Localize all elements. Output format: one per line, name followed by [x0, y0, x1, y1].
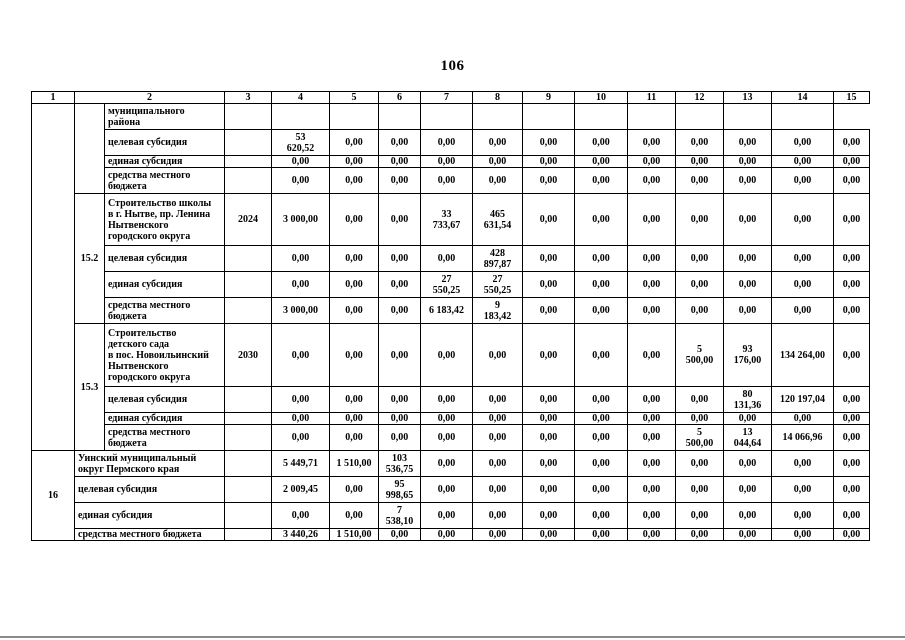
value-cell: 3 000,00 [272, 194, 330, 246]
value-cell: 3 440,26 [272, 529, 330, 541]
value-cell: 0,00 [330, 156, 379, 168]
value-cell: 0,00 [676, 246, 724, 272]
subrow-id-cell: 15.3 [75, 324, 105, 451]
value-cell: 0,00 [330, 298, 379, 324]
value-cell: 0,00 [473, 529, 523, 541]
value-cell: 0,00 [473, 387, 523, 413]
value-cell: 0,00 [421, 324, 473, 387]
value-cell: 0,00 [272, 503, 330, 529]
value-cell: 0,00 [330, 194, 379, 246]
value-cell: 0,00 [772, 413, 834, 425]
value-cell: 0,00 [676, 529, 724, 541]
value-cell: 0,00 [834, 168, 870, 194]
row-name-cell: Строительство детского сада в пос. Новоильинский Нытвенского городского округа [105, 324, 225, 387]
col-header-2: 2 [75, 92, 225, 104]
value-cell: 0,00 [575, 529, 628, 541]
row-name-cell: единая субсидия [105, 156, 225, 168]
value-cell: 0,00 [676, 194, 724, 246]
value-cell: 0,00 [628, 156, 676, 168]
value-cell: 0,00 [379, 168, 421, 194]
value-cell: 465 631,54 [473, 194, 523, 246]
value-cell: 0,00 [772, 451, 834, 477]
value-cell: 0,00 [724, 298, 772, 324]
table-row [32, 104, 870, 130]
value-cell [772, 104, 834, 130]
row-name-cell: целевая субсидия [105, 246, 225, 272]
value-cell [523, 104, 575, 130]
col-header-3: 3 [225, 92, 272, 104]
value-cell: 0,00 [772, 246, 834, 272]
value-cell: 0,00 [473, 413, 523, 425]
value-cell: 0,00 [676, 387, 724, 413]
value-cell: 0,00 [628, 130, 676, 156]
value-cell [575, 104, 628, 130]
value-cell: 0,00 [834, 387, 870, 413]
value-cell: 0,00 [523, 298, 575, 324]
value-cell: 0,00 [676, 168, 724, 194]
value-cell: 0,00 [523, 503, 575, 529]
value-cell: 0,00 [473, 425, 523, 451]
value-cell [473, 104, 523, 130]
value-cell: 0,00 [724, 451, 772, 477]
row-name-cell: целевая субсидия [75, 477, 225, 503]
value-cell: 0,00 [575, 246, 628, 272]
value-cell: 0,00 [473, 156, 523, 168]
row-name-cell: Строительство школы в г. Нытве, пр. Ленина Нытвенского городского округа [105, 194, 225, 246]
value-cell: 5 500,00 [676, 324, 724, 387]
value-cell: 0,00 [272, 324, 330, 387]
value-cell: 0,00 [272, 168, 330, 194]
value-cell: 7 538,10 [379, 503, 421, 529]
value-cell: 0,00 [676, 298, 724, 324]
budget-table [31, 91, 870, 541]
value-cell: 0,00 [628, 387, 676, 413]
value-cell: 0,00 [379, 130, 421, 156]
value-cell: 0,00 [575, 156, 628, 168]
value-cell: 0,00 [628, 503, 676, 529]
col-header-15: 15 [834, 92, 870, 104]
value-cell: 0,00 [834, 451, 870, 477]
col-header-5: 5 [330, 92, 379, 104]
value-cell: 0,00 [523, 156, 575, 168]
value-cell: 0,00 [575, 425, 628, 451]
value-cell: 0,00 [628, 324, 676, 387]
value-cell: 0,00 [473, 503, 523, 529]
table-row [32, 387, 870, 413]
row-name-cell: средства местного бюджета [75, 529, 225, 541]
value-cell: 0,00 [523, 324, 575, 387]
table-row [32, 168, 870, 194]
value-cell: 13 044,64 [724, 425, 772, 451]
col-header-8: 8 [473, 92, 523, 104]
value-cell: 0,00 [272, 246, 330, 272]
value-cell: 0,00 [379, 246, 421, 272]
value-cell: 0,00 [772, 130, 834, 156]
value-cell: 27 550,25 [473, 272, 523, 298]
value-cell: 0,00 [330, 425, 379, 451]
value-cell: 0,00 [834, 477, 870, 503]
year-cell [225, 298, 272, 324]
value-cell: 33 733,67 [421, 194, 473, 246]
col-header-9: 9 [523, 92, 575, 104]
value-cell: 0,00 [379, 529, 421, 541]
value-cell: 5 500,00 [676, 425, 724, 451]
row-name-cell: средства местного бюджета [105, 298, 225, 324]
value-cell: 0,00 [676, 130, 724, 156]
value-cell: 0,00 [272, 272, 330, 298]
year-cell [225, 477, 272, 503]
value-cell: 0,00 [575, 387, 628, 413]
value-cell: 0,00 [575, 451, 628, 477]
table-row [32, 324, 870, 387]
value-cell: 0,00 [834, 272, 870, 298]
value-cell [421, 104, 473, 130]
value-cell: 0,00 [421, 477, 473, 503]
value-cell: 0,00 [330, 324, 379, 387]
year-cell [225, 451, 272, 477]
value-cell: 0,00 [724, 477, 772, 503]
value-cell: 0,00 [523, 413, 575, 425]
table-row [32, 156, 870, 168]
row-name-cell: целевая субсидия [105, 387, 225, 413]
value-cell: 2 009,45 [272, 477, 330, 503]
value-cell: 0,00 [379, 298, 421, 324]
value-cell: 0,00 [834, 156, 870, 168]
value-cell: 134 264,00 [772, 324, 834, 387]
value-cell: 0,00 [772, 156, 834, 168]
value-cell: 0,00 [421, 529, 473, 541]
col-header-12: 12 [676, 92, 724, 104]
value-cell: 0,00 [523, 246, 575, 272]
value-cell: 0,00 [628, 413, 676, 425]
value-cell: 0,00 [724, 194, 772, 246]
value-cell: 0,00 [473, 451, 523, 477]
value-cell: 5 449,71 [272, 451, 330, 477]
value-cell: 1 510,00 [330, 451, 379, 477]
value-cell: 0,00 [330, 130, 379, 156]
value-cell [628, 104, 676, 130]
value-cell: 27 550,25 [421, 272, 473, 298]
year-cell [225, 272, 272, 298]
year-cell [225, 156, 272, 168]
table-row [32, 298, 870, 324]
value-cell: 0,00 [379, 387, 421, 413]
value-cell: 0,00 [772, 477, 834, 503]
table-row [32, 194, 870, 246]
value-cell: 53 620,52 [272, 130, 330, 156]
value-cell: 0,00 [421, 156, 473, 168]
value-cell: 103 536,75 [379, 451, 421, 477]
value-cell: 0,00 [523, 529, 575, 541]
value-cell: 0,00 [421, 425, 473, 451]
year-cell [225, 529, 272, 541]
value-cell: 0,00 [421, 387, 473, 413]
year-cell [225, 246, 272, 272]
value-cell: 9 183,42 [473, 298, 523, 324]
value-cell: 0,00 [473, 324, 523, 387]
value-cell: 0,00 [575, 298, 628, 324]
year-cell [225, 168, 272, 194]
value-cell: 0,00 [421, 503, 473, 529]
value-cell: 3 000,00 [272, 298, 330, 324]
year-cell [225, 503, 272, 529]
table-row [32, 413, 870, 425]
value-cell: 0,00 [421, 130, 473, 156]
value-cell: 0,00 [834, 130, 870, 156]
col-header-14: 14 [772, 92, 834, 104]
value-cell: 0,00 [523, 168, 575, 194]
value-cell: 0,00 [330, 477, 379, 503]
year-cell [225, 387, 272, 413]
value-cell: 0,00 [330, 168, 379, 194]
value-cell: 0,00 [724, 156, 772, 168]
row-name-cell: единая субсидия [105, 272, 225, 298]
value-cell: 0,00 [523, 387, 575, 413]
value-cell: 0,00 [628, 298, 676, 324]
col-header-4: 4 [272, 92, 330, 104]
table-row [32, 246, 870, 272]
value-cell: 0,00 [379, 413, 421, 425]
value-cell: 0,00 [676, 413, 724, 425]
value-cell: 120 197,04 [772, 387, 834, 413]
value-cell: 14 066,96 [772, 425, 834, 451]
value-cell: 0,00 [834, 425, 870, 451]
value-cell: 0,00 [724, 529, 772, 541]
value-cell: 0,00 [724, 272, 772, 298]
value-cell: 0,00 [379, 194, 421, 246]
subrow-id-cell: 15.2 [75, 194, 105, 324]
value-cell [724, 104, 772, 130]
value-cell: 0,00 [523, 130, 575, 156]
value-cell: 0,00 [330, 272, 379, 298]
value-cell: 0,00 [628, 194, 676, 246]
value-cell: 0,00 [676, 272, 724, 298]
value-cell: 0,00 [834, 503, 870, 529]
col-header-6: 6 [379, 92, 421, 104]
value-cell [676, 104, 724, 130]
value-cell: 0,00 [676, 477, 724, 503]
value-cell: 0,00 [628, 168, 676, 194]
value-cell: 0,00 [724, 413, 772, 425]
value-cell: 0,00 [834, 324, 870, 387]
table-row [32, 425, 870, 451]
table-row [32, 451, 870, 477]
col-header-10: 10 [575, 92, 628, 104]
value-cell: 428 897,87 [473, 246, 523, 272]
row-id-cell: 16 [32, 451, 75, 541]
subrow-id-cell [75, 104, 105, 194]
year-cell [225, 413, 272, 425]
value-cell: 0,00 [772, 168, 834, 194]
value-cell: 0,00 [628, 529, 676, 541]
value-cell: 0,00 [575, 168, 628, 194]
value-cell: 0,00 [575, 324, 628, 387]
table-row [32, 477, 870, 503]
value-cell: 1 510,00 [330, 529, 379, 541]
value-cell: 0,00 [575, 477, 628, 503]
value-cell: 0,00 [834, 298, 870, 324]
value-cell: 0,00 [523, 451, 575, 477]
value-cell: 0,00 [628, 477, 676, 503]
value-cell: 0,00 [473, 477, 523, 503]
value-cell: 0,00 [772, 503, 834, 529]
value-cell: 0,00 [724, 246, 772, 272]
value-cell: 0,00 [379, 425, 421, 451]
value-cell [330, 104, 379, 130]
year-cell [225, 425, 272, 451]
value-cell: 0,00 [676, 156, 724, 168]
value-cell: 93 176,00 [724, 324, 772, 387]
col-header-1: 1 [32, 92, 75, 104]
value-cell: 0,00 [473, 130, 523, 156]
bottom-rule [0, 636, 905, 638]
row-name-cell: единая субсидия [105, 413, 225, 425]
year-cell: 2030 [225, 324, 272, 387]
value-cell: 0,00 [330, 246, 379, 272]
table-row [32, 272, 870, 298]
value-cell: 0,00 [628, 272, 676, 298]
value-cell: 0,00 [834, 413, 870, 425]
value-cell: 80 131,36 [724, 387, 772, 413]
value-cell: 0,00 [772, 298, 834, 324]
value-cell: 0,00 [676, 451, 724, 477]
value-cell: 0,00 [272, 387, 330, 413]
value-cell: 0,00 [272, 413, 330, 425]
value-cell: 0,00 [421, 413, 473, 425]
value-cell: 0,00 [834, 246, 870, 272]
row-name-cell: средства местного бюджета [105, 425, 225, 451]
value-cell [379, 104, 421, 130]
value-cell: 0,00 [772, 194, 834, 246]
value-cell [272, 104, 330, 130]
column-number-row [32, 92, 870, 104]
value-cell: 0,00 [523, 477, 575, 503]
value-cell: 0,00 [772, 272, 834, 298]
value-cell: 0,00 [272, 156, 330, 168]
value-cell: 0,00 [724, 168, 772, 194]
value-cell: 0,00 [575, 272, 628, 298]
value-cell: 0,00 [379, 324, 421, 387]
value-cell: 0,00 [676, 503, 724, 529]
value-cell: 0,00 [575, 413, 628, 425]
value-cell: 0,00 [575, 194, 628, 246]
value-cell: 0,00 [834, 529, 870, 541]
value-cell: 0,00 [379, 272, 421, 298]
col-header-13: 13 [724, 92, 772, 104]
value-cell: 0,00 [330, 503, 379, 529]
row-name-cell: Уинский муниципальный округ Пермского края [75, 451, 225, 477]
value-cell: 6 183,42 [421, 298, 473, 324]
value-cell: 0,00 [330, 413, 379, 425]
page-number: 106 [440, 58, 465, 74]
row-name-cell: средства местного бюджета [105, 168, 225, 194]
value-cell: 0,00 [421, 246, 473, 272]
value-cell: 0,00 [628, 451, 676, 477]
value-cell: 0,00 [724, 130, 772, 156]
value-cell: 0,00 [834, 194, 870, 246]
value-cell: 0,00 [421, 168, 473, 194]
table-row [32, 529, 870, 541]
row-name-cell: единая субсидия [75, 503, 225, 529]
value-cell: 0,00 [379, 156, 421, 168]
value-cell: 0,00 [628, 425, 676, 451]
row-name-cell: целевая субсидия [105, 130, 225, 156]
row-name-cell: муниципального района [105, 104, 225, 130]
value-cell: 0,00 [523, 425, 575, 451]
table-body [32, 104, 870, 541]
value-cell: 95 998,65 [379, 477, 421, 503]
value-cell: 0,00 [772, 529, 834, 541]
row-id-cell [32, 104, 75, 451]
value-cell: 0,00 [628, 246, 676, 272]
value-cell: 0,00 [724, 503, 772, 529]
table-row [32, 503, 870, 529]
value-cell: 0,00 [473, 168, 523, 194]
value-cell: 0,00 [523, 194, 575, 246]
col-header-7: 7 [421, 92, 473, 104]
value-cell: 0,00 [330, 387, 379, 413]
year-cell [225, 104, 272, 130]
value-cell: 0,00 [575, 503, 628, 529]
year-cell [225, 130, 272, 156]
col-header-11: 11 [628, 92, 676, 104]
value-cell: 0,00 [421, 451, 473, 477]
year-cell: 2024 [225, 194, 272, 246]
table-row [32, 130, 870, 156]
value-cell: 0,00 [272, 425, 330, 451]
value-cell: 0,00 [523, 272, 575, 298]
value-cell: 0,00 [575, 130, 628, 156]
